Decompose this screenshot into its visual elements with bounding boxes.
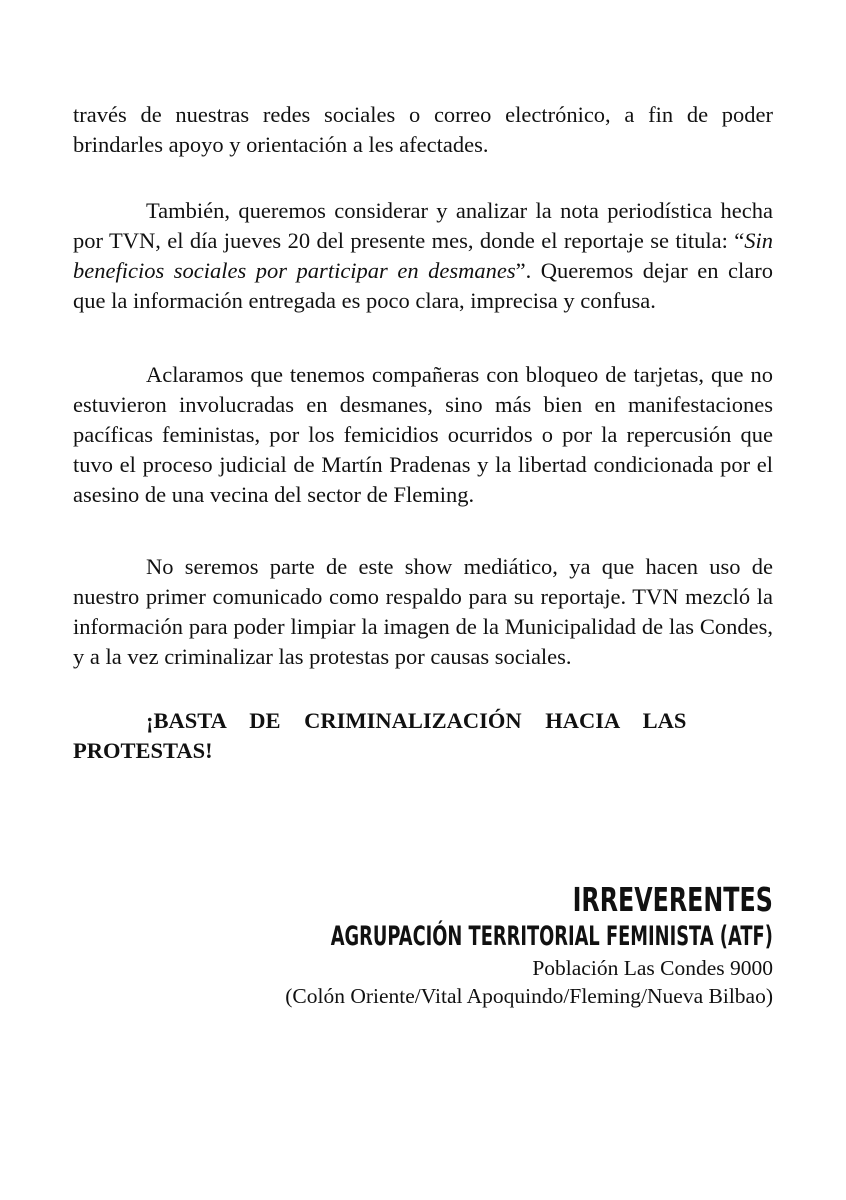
paragraph-clarification: Aclaramos que tenemos compañeras con bloqueo de tarjetas, que no estuvieron involucradas en desmanes, sino más bien en manifestaciones pacíficas feministas, por los femicidios ocurridos o por la repercusión que tuvo el proceso judicial de Martín Pradenas y la libertad condicionada por el asesino de una vecina del sector de Fleming. [73, 362, 773, 507]
signature-location: Población Las Condes 9000 [532, 956, 773, 980]
slogan-line-1: ¡BASTA DE CRIMINALIZACIÓN HACIA LAS [146, 708, 687, 733]
signature-block [103, 880, 773, 1010]
slogan-line-2: PROTESTAS! [73, 738, 213, 763]
paragraph-tvn-note-start: También, queremos considerar y analizar la nota periodística hecha por TVN, el día jueves 20 del presente mes, donde el reportaje se titula: “ [73, 198, 773, 253]
paragraph-tvn-note-end: ”. Queremos dejar en claro que la información entregada es poco clara, imprecisa y confusa. [73, 258, 773, 313]
signature-sectors: (Colón Oriente/Vital Apoquindo/Fleming/Nueva Bilbao) [285, 984, 773, 1008]
document-body [73, 100, 773, 766]
report-title-quote: Sin beneficios sociales por participar en desmanes [73, 228, 773, 283]
slogan [73, 706, 773, 766]
paragraph-media-show: No seremos parte de este show mediático, ya que hacen uso de nuestro primer comunicado como respaldo para su reportaje. TVN mezcló la información para poder limpiar la imagen de la Municipalidad de las Condes, y a la vez criminalizar las protestas por causas sociales. [73, 554, 773, 669]
signature-name: IRREVERENTES [572, 880, 773, 919]
paragraph-tvn-note [73, 196, 773, 316]
paragraph-contact: través de nuestras redes sociales o correo electrónico, a fin de poder brindarles apoyo y orientación a les afectades. [73, 102, 773, 157]
signature-group: AGRUPACIÓN TERRITORIAL FEMINISTA (ATF) [330, 921, 773, 952]
